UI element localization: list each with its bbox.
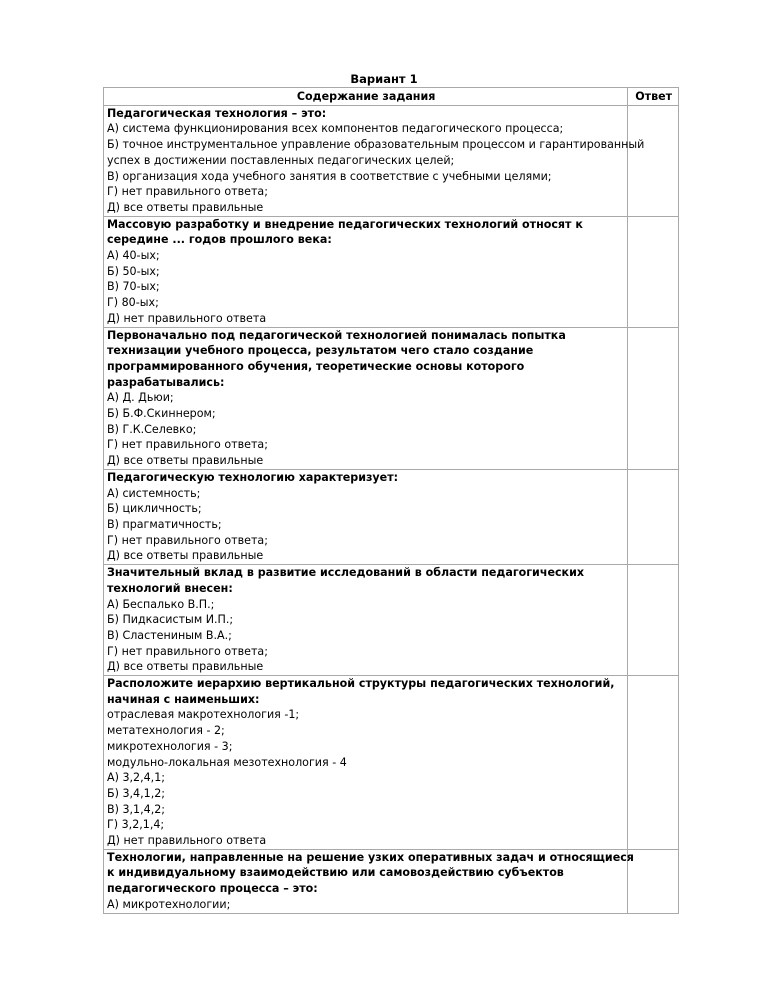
answer-option: Б) 3,4,1,2; (107, 786, 166, 800)
answer-option: модульно-локальная мезотехнология - 4 (107, 755, 347, 769)
answer-option: Д) нет правильного ответа (107, 834, 267, 848)
answer-option: Д) все ответы правильные (107, 660, 264, 674)
answer-option: Г) 80-ых; (107, 296, 159, 310)
answer-option: А) система функционирования всех компонентов педагогического процесса; (107, 122, 564, 136)
question-content (104, 469, 628, 564)
answer-option: В) 70-ых; (107, 280, 160, 294)
answer-option: Д) все ответы правильные (107, 200, 264, 214)
answer-cell[interactable] (628, 676, 679, 850)
question-row (104, 849, 679, 913)
answer-option: В) 3,1,4,2; (107, 802, 166, 816)
question-row (104, 327, 679, 469)
answer-option: В) Сластениным В.А.; (107, 628, 232, 642)
question-row (104, 216, 679, 327)
answer-option: Б) точное инструментальное управление образовательным процессом и гарантированный (107, 138, 645, 152)
question-content (104, 565, 628, 676)
question-text: технологий внесен: (107, 581, 233, 595)
question-row (104, 565, 679, 676)
question-row (104, 469, 679, 564)
question-content (104, 676, 628, 850)
answer-option: А) системность; (107, 486, 201, 500)
question-text: Значительный вклад в развитие исследований в области педагогических (107, 566, 585, 580)
answer-cell[interactable] (628, 565, 679, 676)
answer-option: А) 40-ых; (107, 249, 160, 263)
question-text: начиная с наименьших: (107, 692, 260, 706)
question-text: Массовую разработку и внедрение педагогических технологий относят к (107, 217, 583, 231)
answer-cell[interactable] (628, 216, 679, 327)
answer-option: отраслевая макротехнология -1; (107, 708, 300, 722)
answer-option: Б) 50-ых; (107, 264, 160, 278)
answer-option: А) микротехнологии; (107, 897, 231, 911)
page-title: Вариант 1 (350, 72, 418, 86)
question-text: середине ... годов прошлого века: (107, 233, 332, 247)
header-answer: Ответ (628, 88, 679, 106)
answer-option: Г) 3,2,1,4; (107, 818, 165, 832)
question-text: педагогического процесса – это: (107, 882, 318, 896)
question-row (104, 105, 679, 216)
answer-cell[interactable] (628, 105, 679, 216)
question-content (104, 327, 628, 469)
question-text: Расположите иерархию вертикальной структуры педагогических технологий, (107, 677, 615, 691)
question-text: к индивидуальному взаимодействию или самовоздействию субъектов (107, 866, 564, 880)
answer-option: В) Г.К.Селевко; (107, 422, 197, 436)
question-text: Педагогическая технология – это: (107, 106, 327, 120)
answer-option: В) организация хода учебного занятия в соответствие с учебными целями; (107, 169, 552, 183)
answer-option: Г) нет правильного ответа; (107, 644, 268, 658)
answer-option: В) прагматичность; (107, 517, 222, 531)
answer-option: Д) все ответы правильные (107, 549, 264, 563)
question-text: Педагогическую технологию характеризует: (107, 470, 399, 484)
question-text: разрабатывались: (107, 375, 225, 389)
answer-option: Г) нет правильного ответа; (107, 185, 268, 199)
question-text: Первоначально под педагогической технологией понималась попытка (107, 328, 566, 342)
answer-option: Б) Пидкасистым И.П.; (107, 613, 234, 627)
question-content (104, 849, 634, 913)
answer-option: микротехнология - 3; (107, 739, 233, 753)
answer-option: метатехнология - 2; (107, 724, 225, 738)
question-content (104, 105, 645, 216)
answer-option: Б) цикличность; (107, 502, 202, 516)
header-content: Содержание задания (104, 88, 628, 106)
answer-option: А) 3,2,4,1; (107, 771, 165, 785)
answer-option: Б) Б.Ф.Скиннером; (107, 407, 216, 421)
answer-option: Г) нет правильного ответа; (107, 533, 268, 547)
answer-option: Г) нет правильного ответа; (107, 438, 268, 452)
answer-cell[interactable] (628, 327, 679, 469)
test-table (103, 87, 679, 914)
question-text: технизации учебного процесса, результатом чего стало создание (107, 344, 534, 358)
answer-option: А) Д. Дьюи; (107, 391, 174, 405)
question-text: Технологии, направленные на решение узких оперативных задач и относящиеся (107, 850, 634, 864)
answer-cell[interactable] (628, 849, 679, 913)
answer-option: успех в достижении поставленных педагогических целей; (107, 153, 455, 167)
answer-cell[interactable] (628, 469, 679, 564)
table-header-row (104, 88, 679, 106)
answer-option: Д) нет правильного ответа (107, 311, 267, 325)
question-row (104, 676, 679, 850)
question-content (104, 216, 628, 327)
answer-option: Д) все ответы правильные (107, 454, 264, 468)
answer-option: А) Беспалько В.П.; (107, 597, 215, 611)
question-text: программированного обучения, теоретические основы которого (107, 359, 525, 373)
